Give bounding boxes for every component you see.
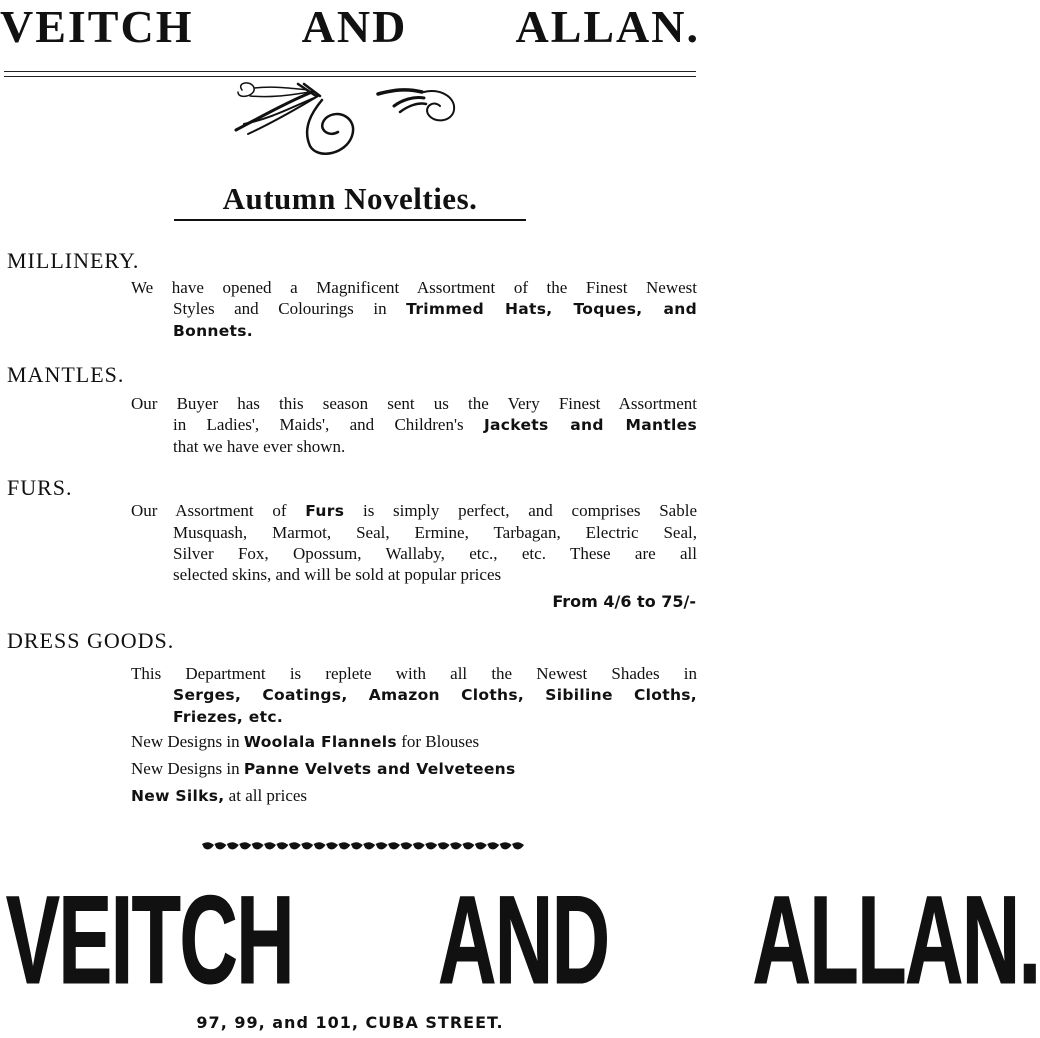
- store-address: 97, 99, and 101, CUBA STREET.: [196, 1013, 504, 1032]
- dress-goods-extra-1: New Designs in Woolala Flannels for Blouses: [131, 732, 480, 751]
- mantles-line-3: that we have ever shown.: [173, 437, 346, 456]
- millinery-line-1: We have opened a Magnificent Assortment of the Finest Newest: [131, 278, 697, 297]
- section-heading-furs: FURS.: [7, 475, 73, 500]
- bottom-heading-word-3: ALLAN.: [752, 869, 1040, 1010]
- furs-line-3: Silver Fox, Opossum, Wallaby, etc., etc. These are all: [173, 544, 697, 563]
- bottom-heading-word-1: VEITCH: [6, 869, 294, 1010]
- subtitle: Autumn Novelties.: [222, 181, 478, 216]
- dress-goods-line-1: This Department is replete with all the Newest Shades in: [131, 664, 697, 683]
- top-heading-word-3: ALLAN.: [515, 1, 700, 52]
- flourish-ornament: [228, 78, 463, 158]
- dress-goods-extra-2: New Designs in Panne Velvets and Velveteens: [131, 759, 516, 778]
- section-heading-mantles: MANTLES.: [7, 362, 125, 387]
- top-heading: [0, 2, 700, 52]
- mantles-highlight: Jackets and Mantles: [483, 416, 697, 434]
- millinery-highlight: Trimmed Hats, Toques, and: [406, 300, 697, 318]
- furs-highlight: Furs: [305, 502, 345, 520]
- dress-goods-paragraph: [131, 663, 697, 728]
- furs-paragraph: [131, 500, 697, 585]
- section-heading-dress-goods: DRESS GOODS.: [7, 628, 175, 653]
- top-heading-word-2: AND: [301, 1, 408, 52]
- bottom-heading-word-2: AND: [437, 869, 609, 1010]
- section-heading-millinery: MILLINERY.: [7, 248, 140, 273]
- furs-line-2: Musquash, Marmot, Seal, Ermine, Tarbagan, Electric Seal,: [173, 523, 697, 542]
- subtitle-underline: [174, 219, 526, 221]
- mantles-paragraph: [131, 393, 697, 457]
- millinery-line-2: Styles and Colourings in Trimmed Hats, Toques, and: [173, 299, 697, 318]
- dress-goods-extra-3: New Silks, at all prices: [131, 786, 308, 805]
- top-heading-word-1: VEITCH: [0, 1, 194, 52]
- furs-line-1: Our Assortment of Furs is simply perfect, and comprises Sable: [131, 501, 697, 520]
- bottom-heading: [6, 869, 1040, 1010]
- dress-goods-line-2: Serges, Coatings, Amazon Cloths, Sibiline Cloths,: [173, 686, 697, 704]
- mantles-line-2: in Ladies', Maids', and Children's Jackets and Mantles: [173, 415, 697, 434]
- millinery-paragraph: [131, 277, 697, 342]
- wavy-divider-ornament: [200, 840, 523, 854]
- double-rule-divider: [4, 71, 696, 77]
- furs-line-4: selected skins, and will be sold at popular prices: [173, 565, 502, 584]
- mantles-line-1: Our Buyer has this season sent us the Very Finest Assortment: [131, 394, 697, 413]
- furs-price-range: From 4/6 to 75/-: [552, 592, 696, 611]
- millinery-line-3: Bonnets.: [173, 322, 253, 340]
- dress-goods-line-3: Friezes, etc.: [173, 708, 284, 726]
